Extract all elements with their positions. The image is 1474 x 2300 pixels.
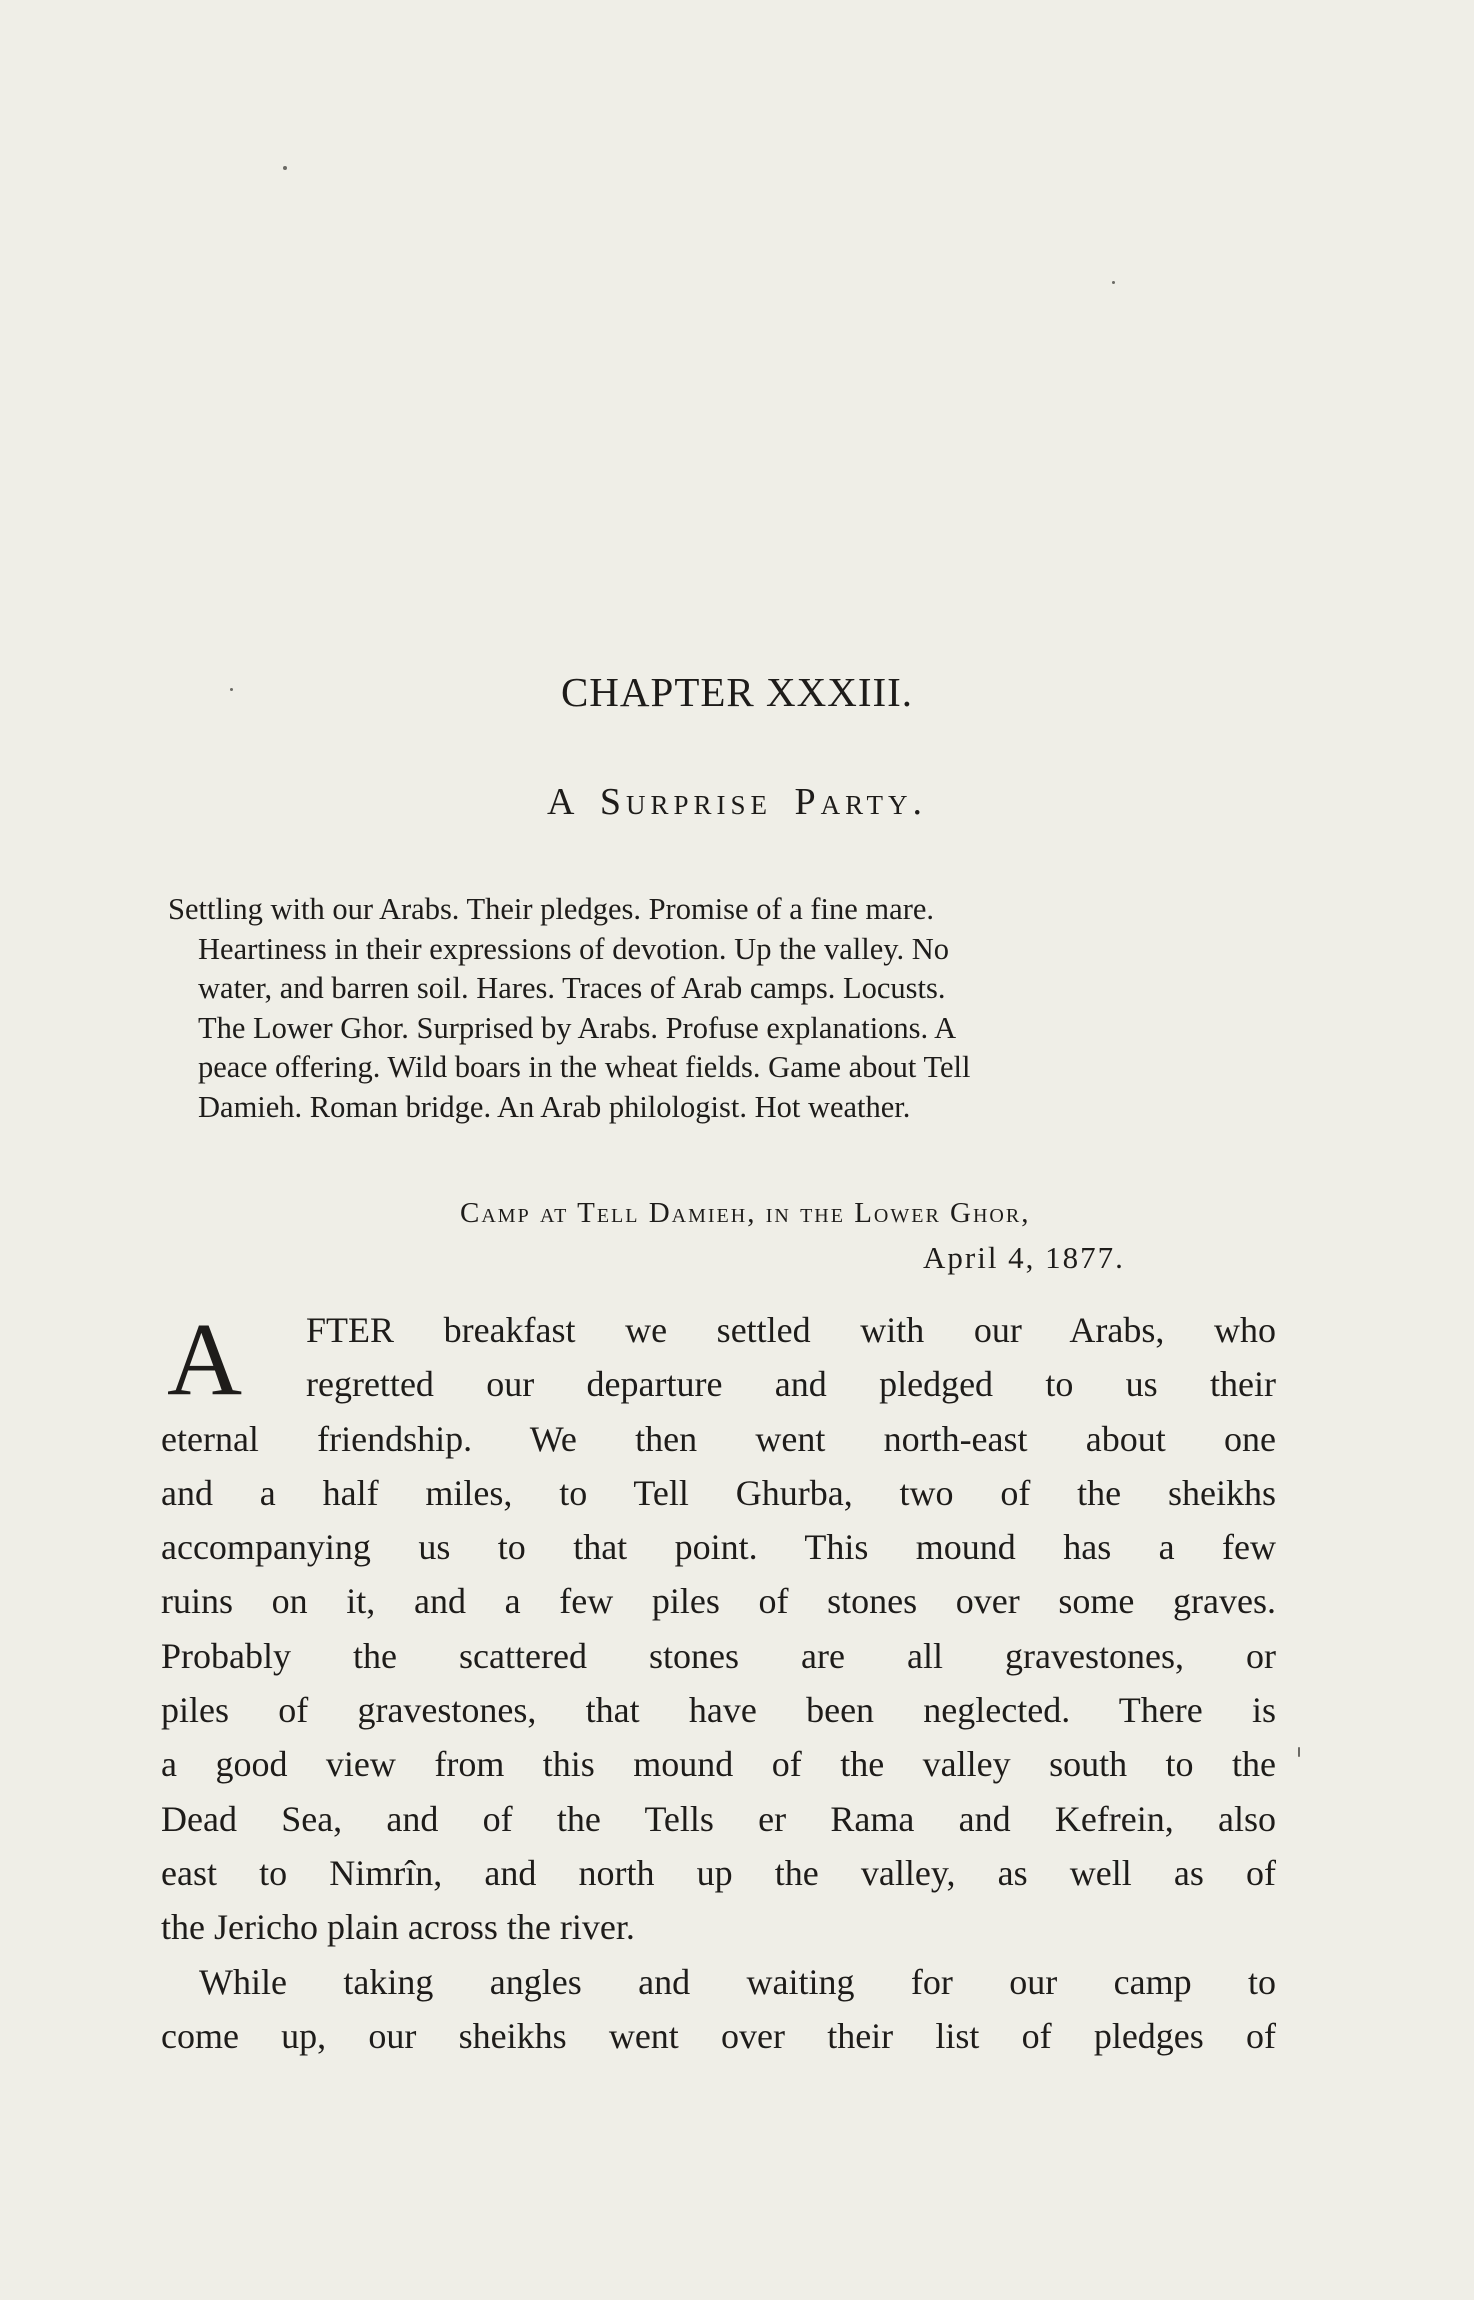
body-line: regretted our departure and pledged to us their <box>306 1364 1276 1405</box>
body-line: While taking angles and waiting for our camp to <box>199 1961 1276 2002</box>
chapter-title: CHAPTER XXXIII. <box>560 669 914 715</box>
body-line: the Jericho plain across the river. <box>161 1907 635 1948</box>
body-line: come up, our sheikhs went over their list of pledges of <box>161 2015 1276 2056</box>
body-line: east to Nimrîn, and north up the valley, as well as of <box>161 1852 1276 1893</box>
drop-cap: A <box>167 1302 243 1417</box>
paper-speck <box>1112 281 1115 284</box>
synopsis-line: Damieh. Roman bridge. An Arab philologist. Hot weather. <box>198 1089 911 1124</box>
chapter-synopsis <box>168 890 1268 1127</box>
synopsis-line: The Lower Ghor. Surprised by Arabs. Profuse explanations. A <box>198 1010 957 1045</box>
body-line: eternal friendship. We then went north-east about one <box>161 1418 1276 1459</box>
body-line: FTER breakfast we settled with our Arabs, who <box>306 1310 1276 1350</box>
dateline-date: April 4, 1877. <box>923 1240 1125 1275</box>
paper-speck <box>1298 1747 1300 1757</box>
body-line: accompanying us to that point. This mound has a few <box>161 1527 1276 1568</box>
synopsis-line: Settling with our Arabs. Their pledges. Promise of a fine mare. <box>168 892 935 926</box>
body-line: Probably the scattered stones are all gravestones, or <box>161 1635 1276 1676</box>
paper-speck <box>283 166 287 170</box>
body-line: piles of gravestones, that have been neglected. There is <box>161 1690 1276 1731</box>
synopsis-line: water, and barren soil. Hares. Traces of Arab camps. Locusts. <box>198 971 946 1005</box>
dateline-place: Camp at Tell Damieh, in the Lower Ghor, <box>460 1197 1031 1229</box>
synopsis-line: Heartiness in their expressions of devotion. Up the valley. No <box>198 931 950 966</box>
synopsis-line: peace offering. Wild boars in the wheat fields. Game about Tell <box>198 1050 971 1084</box>
body-line: and a half miles, to Tell Ghurba, two of the sheikhs <box>161 1472 1276 1513</box>
body-line: Dead Sea, and of the Tells er Rama and Kefrein, also <box>161 1798 1276 1839</box>
body-text <box>161 1303 1276 2063</box>
chapter-subtitle: A Surprise Party. <box>546 781 928 823</box>
body-line: ruins on it, and a few piles of stones over some graves. <box>161 1581 1276 1622</box>
body-line: a good view from this mound of the valley south to the <box>161 1744 1276 1785</box>
